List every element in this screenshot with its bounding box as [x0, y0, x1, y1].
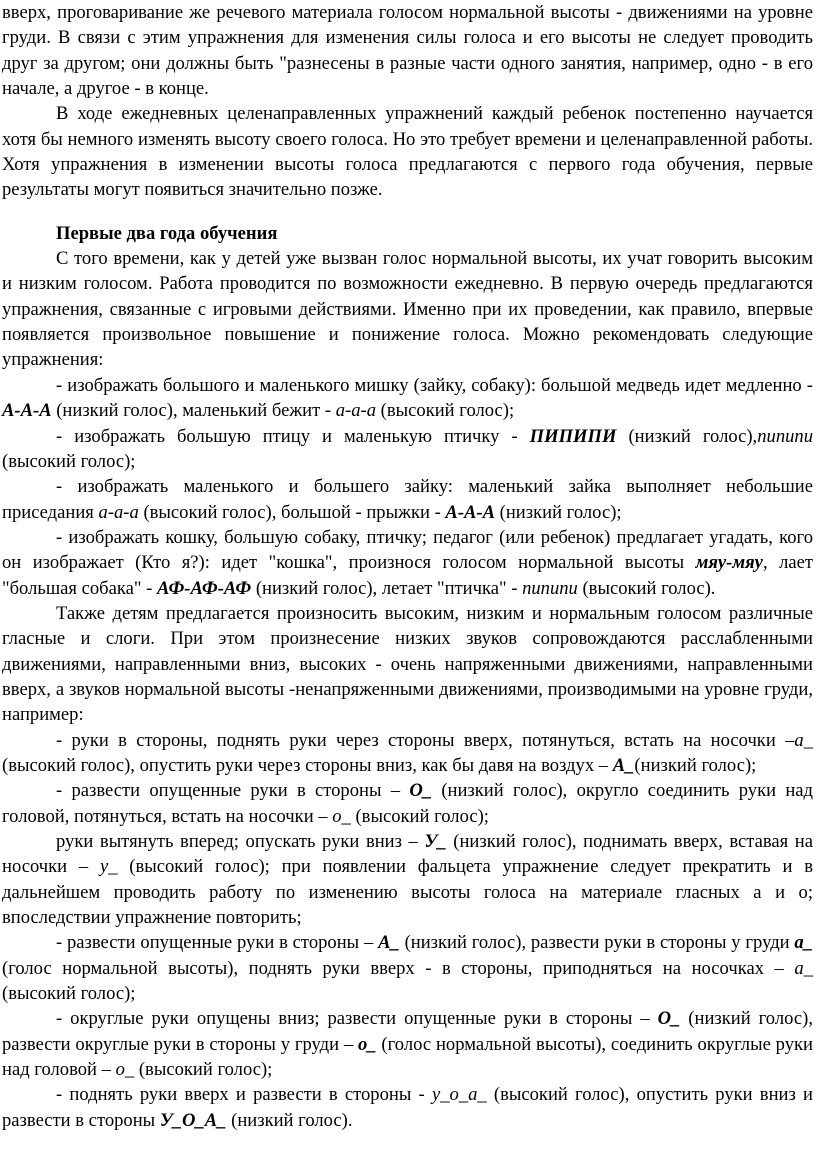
movement-exercise-a-three-levels: - развести опущенные руки в стороны – А_ (низкий голос), развести руки в стороны у груди а_ (голос нормальной высоты), поднять руки вверх - в стороны, приподняться на носочках – а_ (высокий голос);	[2, 932, 813, 1005]
paragraph-intro-continued: вверх, проговаривание же речевого материала голосом нормальной высоты - движениями на уровне груди. В связи с этим упражнения для изменения силы голоса и его высоты не следует проводить друг за другом; они должны быть "разнесены в разные части одного занятия, например, одно - в его начале, а другое - в конце.	[2, 2, 813, 100]
exercise-bunny: - изображать маленького и большего зайку: маленький зайка выполняет небольшие приседания а-а-а (высокий голос), большой - прыжки - А-А-А (низкий голос);	[2, 476, 813, 523]
paragraph-first-two-years: С того времени, как у детей уже вызван голос нормальной высоты, их учат говорить высоким и низким голосом. Работа проводится по возможности ежедневно. В первую очередь предлагаются упражнения, связанные с игровыми действиями. Именно при их проведении, как правило, впервые появляется произвольное повышение и понижение голоса. Можно рекомендовать следующие упражнения:	[2, 248, 813, 371]
movement-exercise-a: - руки в стороны, поднять руки через стороны вверх, потянуться, встать на носочки –а_ (высокий голос), опустить руки через стороны вниз, как бы давя на воздух – А_(низкий голос);	[2, 729, 813, 776]
section-heading: Первые два года обучения	[56, 222, 278, 244]
paragraph-daily-exercises: В ходе ежедневных целенаправленных упражнений каждый ребенок постепенно научается хотя бы немного изменять высоту своего голоса. Но это требует времени и целенаправленной работы. Хотя упражнения в изменении высоты голоса предлагаются с первого года обучения, первые результаты могут появиться значительно позже.	[2, 103, 813, 201]
exercise-guess-who: - изображать кошку, большую собаку, птичку; педагог (или ребенок) предлагает угадать, кого он изображает (Кто я?): идет "кошка", произнося голосом нормальной высоты мяу-мяу, лает "большая собака" - АФ-АФ-АФ (низкий голос), летает "птичка" - пипипи (высокий голос).	[2, 526, 813, 599]
movement-exercise-o: - развести опущенные руки в стороны – О_ (низкий голос), округло соединить руки над головой, потянуться, встать на носочки – о_ (высокий голос);	[2, 780, 813, 827]
movement-exercise-vowel-sequence: - поднять руки вверх и развести в стороны - у_о_а_ (высокий голос), опустить руки вниз и развести в стороны У_О_А_ (низкий голос).	[2, 1084, 813, 1131]
paragraph-vowels-syllables: Также детям предлагается произносить высоким, низким и нормальным голосом различные гласные и слоги. При этом произнесение низких звуков сопровождаются расслабленными движениями, направленными вниз, высоких - очень напряженными движениями, направленными вверх, а звуков нормальной высоты -ненапряженными движениями, производимыми на уровне груди, например:	[2, 602, 813, 726]
exercise-bear: - изображать большого и маленького мишку (зайку, собаку): большой медведь идет медленно - А-А-А (низкий голос), маленький бежит - а-а-а (высокий голос);	[2, 374, 813, 422]
movement-exercise-o-three-levels: - округлые руки опущены вниз; развести опущенные руки в стороны – О_ (низкий голос), развести округлые руки в стороны у груди – о_ (голос нормальной высоты), соединить округлые руки над головой – о_ (высокий голос);	[2, 1008, 813, 1081]
movement-exercise-u: руки вытянуть вперед; опускать руки вниз – У_ (низкий голос), поднимать вверх, вставая на носочки – у_ (высокий голос); при появлении фальцета упражнение следует прекратить и в дальнейшем проводить работу по изменению высоты голоса на материале гласных а и о; впоследствии упражнение повторить;	[2, 831, 813, 929]
exercise-bird: - изображать большую птицу и маленькую птичку - ПИПИПИ (низкий голос),пипипи (высокий голос);	[2, 425, 813, 472]
